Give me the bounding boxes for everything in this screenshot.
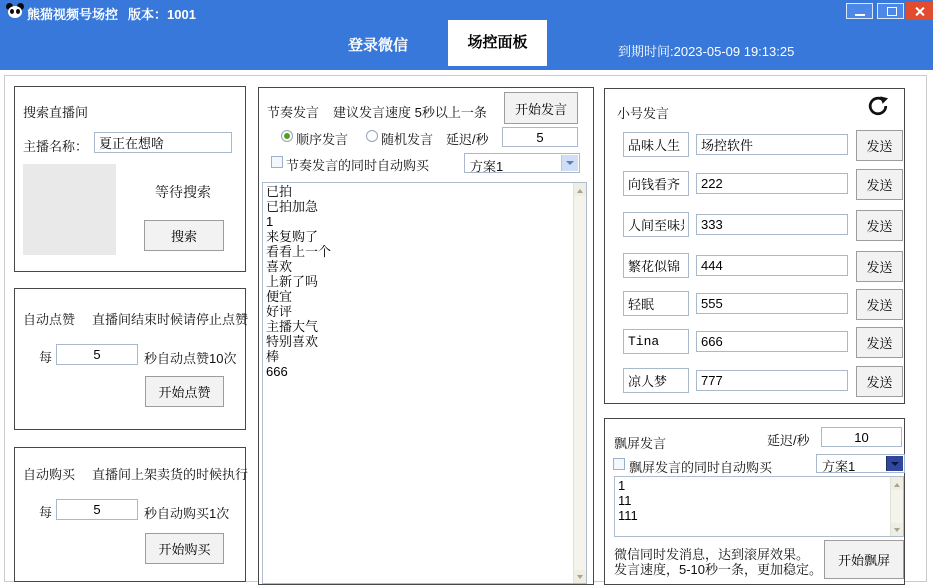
preview-placeholder	[23, 164, 116, 255]
rhythm-delay-input[interactable]	[502, 127, 578, 147]
send-button[interactable]: 发送	[856, 251, 903, 282]
send-button[interactable]: 发送	[856, 366, 903, 397]
account-row	[605, 211, 904, 243]
every-label: 每	[39, 350, 53, 365]
account-name-input[interactable]	[623, 132, 689, 157]
panel-title: 自动购买	[23, 467, 76, 482]
float-messages-box	[614, 476, 904, 537]
close-button[interactable]	[906, 2, 933, 20]
radio-sequential-speech[interactable]	[281, 130, 293, 142]
auto-buy-hint: 直播间上架卖货的时候执行	[92, 467, 249, 482]
account-message-input[interactable]	[696, 134, 848, 155]
account-message-input[interactable]	[696, 173, 848, 194]
panel-title: 节奏发言	[267, 105, 320, 120]
delay-label: 延迟/秒	[767, 433, 810, 448]
search-status: 等待搜索	[155, 184, 211, 200]
buy-interval-input[interactable]	[56, 499, 138, 520]
auto-like-hint: 直播间结束时候请停止点赞	[92, 312, 249, 327]
chevron-down-icon[interactable]	[886, 456, 903, 471]
float-plan-dropdown[interactable]	[816, 454, 905, 473]
like-suffix-label: 秒自动点赞10次	[144, 351, 237, 366]
refresh-icon[interactable]	[867, 95, 889, 122]
host-name-input[interactable]	[94, 132, 232, 153]
radio-random-speech[interactable]	[366, 130, 378, 142]
account-row	[605, 170, 904, 202]
account-message-input[interactable]	[696, 293, 848, 314]
panel-title: 小号发言	[617, 106, 670, 121]
float-note-line2: 发言速度，5-10秒一条，更加稳定。	[614, 562, 823, 577]
start-speech-button[interactable]: 开始发言	[504, 92, 578, 124]
send-button[interactable]: 发送	[856, 327, 903, 358]
float-plan-dropdown-value: 方案1	[822, 459, 856, 474]
start-buy-button[interactable]: 开始购买	[145, 533, 224, 564]
tab-login-wechat[interactable]: 登录微信	[347, 37, 408, 54]
delay-label: 延迟/秒	[446, 132, 489, 147]
scroll-down-icon[interactable]	[891, 523, 903, 536]
panel-title: 自动点赞	[23, 312, 76, 327]
plan-dropdown[interactable]	[464, 153, 580, 173]
account-name-input[interactable]	[623, 291, 689, 316]
account-name-input[interactable]	[623, 253, 689, 278]
rhythm-messages-box	[262, 182, 587, 584]
float-note-line1: 微信同时发消息，达到滚屏效果。	[614, 547, 810, 562]
scroll-down-icon[interactable]	[574, 570, 586, 583]
account-message-input[interactable]	[696, 331, 848, 352]
radio-sequential-label[interactable]: 顺序发言	[296, 132, 349, 147]
account-name-input[interactable]	[623, 171, 689, 196]
header	[0, 0, 933, 70]
float-screen-panel	[604, 418, 905, 585]
account-name-input[interactable]	[623, 212, 689, 237]
like-interval-input[interactable]	[56, 344, 138, 365]
account-name-input[interactable]	[623, 329, 689, 354]
app-title: 熊猫视频号场控	[27, 7, 119, 22]
every-label: 每	[39, 505, 53, 520]
float-delay-input[interactable]	[821, 427, 902, 447]
auto-buy-while-speech-checkbox[interactable]	[271, 156, 283, 168]
account-row	[605, 131, 904, 163]
maximize-button[interactable]	[877, 3, 904, 19]
panel-title: 飘屏发言	[614, 436, 667, 451]
scroll-up-icon[interactable]	[891, 477, 903, 490]
float-scrollbar[interactable]	[890, 477, 903, 536]
tab-control-panel[interactable]: 场控面板	[448, 20, 547, 66]
app-version: 版本：1001	[128, 7, 196, 22]
panel-title: 搜索直播间	[23, 105, 89, 120]
plan-dropdown-value: 方案1	[470, 159, 504, 174]
scroll-up-icon[interactable]	[574, 183, 586, 196]
account-row	[605, 290, 904, 322]
minimize-button[interactable]	[846, 3, 873, 19]
rhythm-speech-panel	[258, 87, 594, 585]
float-messages-textarea[interactable]	[615, 477, 890, 536]
account-row	[605, 367, 904, 399]
search-button[interactable]: 搜索	[144, 220, 224, 251]
host-name-label: 主播名称：	[23, 139, 89, 154]
auto-buy-while-speech-label[interactable]: 节奏发言的同时自动购买	[286, 158, 430, 173]
account-name-input[interactable]	[623, 368, 689, 393]
search-live-room-panel	[14, 86, 246, 272]
expiry-time: 到期时间:2023-05-09 19:13:25	[618, 44, 795, 59]
auto-like-panel	[14, 288, 249, 430]
send-button[interactable]: 发送	[856, 169, 903, 200]
account-row	[605, 328, 904, 360]
auto-buy-panel	[14, 447, 249, 582]
account-message-input[interactable]	[696, 370, 848, 391]
account-message-input[interactable]	[696, 214, 848, 235]
buy-suffix-label: 秒自动购买1次	[144, 506, 230, 521]
start-like-button[interactable]: 开始点赞	[145, 376, 224, 407]
auto-buy-while-float-checkbox[interactable]	[613, 458, 625, 470]
rhythm-messages-textarea[interactable]	[263, 183, 573, 583]
send-button[interactable]: 发送	[856, 210, 903, 241]
send-button[interactable]: 发送	[856, 289, 903, 320]
account-row	[605, 252, 904, 284]
rhythm-hint: 建议发言速度 5秒以上一条	[333, 105, 487, 120]
account-message-input[interactable]	[696, 255, 848, 276]
alt-account-speech-panel	[604, 88, 905, 404]
radio-random-label[interactable]: 随机发言	[381, 132, 434, 147]
minimize-icon	[855, 14, 865, 16]
chevron-down-icon[interactable]	[561, 155, 578, 171]
panda-icon	[6, 3, 24, 18]
auto-buy-while-float-label[interactable]: 飘屏发言的同时自动购买	[629, 460, 773, 475]
send-button[interactable]: 发送	[856, 130, 903, 161]
rhythm-scrollbar[interactable]	[573, 183, 586, 583]
maximize-icon	[887, 7, 897, 16]
start-float-button[interactable]: 开始飘屏	[824, 540, 904, 579]
